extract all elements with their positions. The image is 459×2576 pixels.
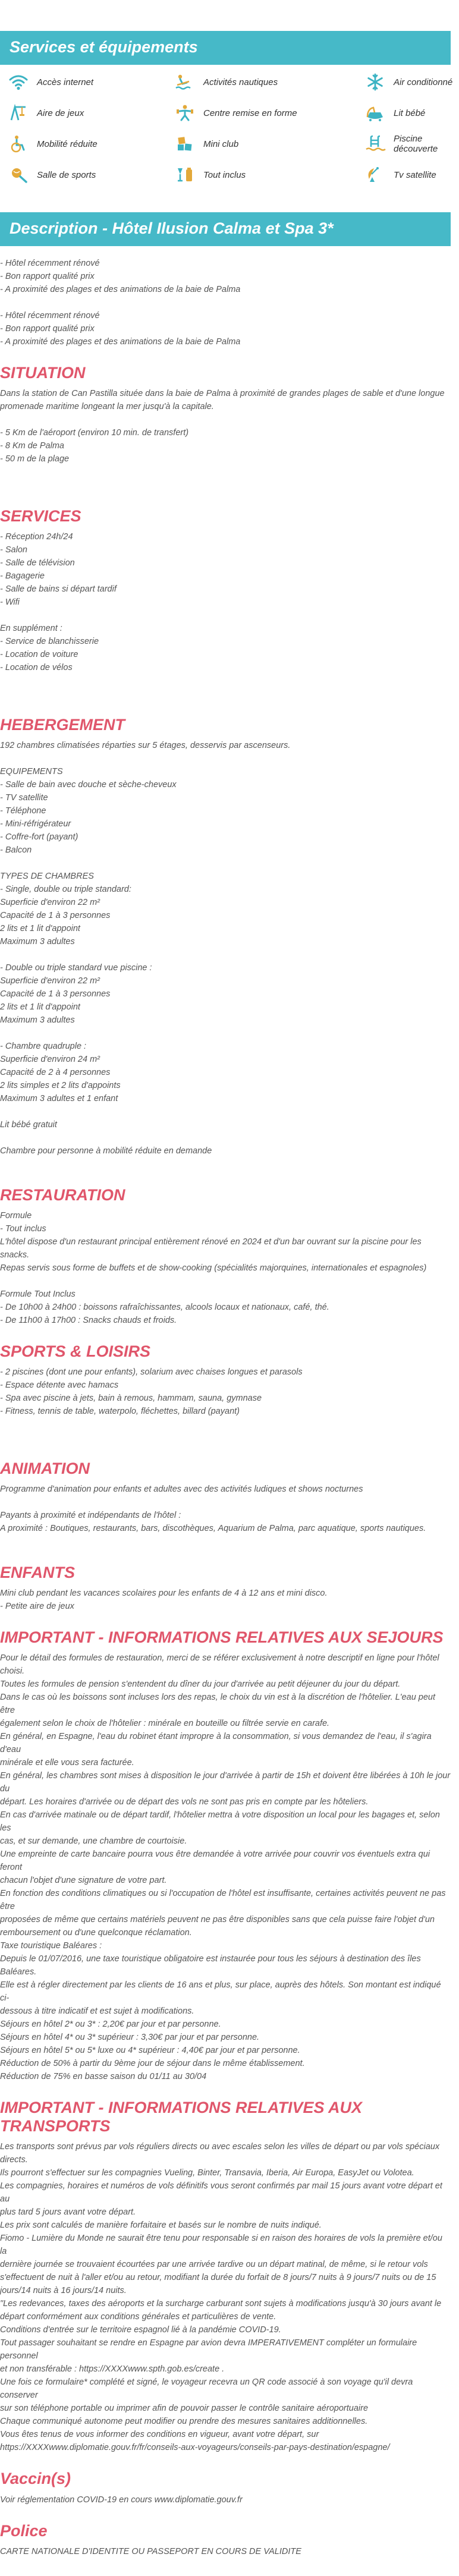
intro-line: - Bon rapport qualité prix xyxy=(0,272,95,281)
section-line: - Bagagerie xyxy=(0,571,45,581)
section-line: dernière journée se trouvaient écourtées par une arrivée tardive ou un départ matinal, de même, si le retour vols xyxy=(0,2260,428,2270)
section-line: également selon le choix de l'hôtelier : minérale en bouteille ou filtrée servie en carafe. xyxy=(0,1719,330,1729)
section-line: CARTE NATIONALE D'IDENTITE OU PASSEPORT EN COURS DE VALIDITE xyxy=(0,2546,301,2556)
section-situation xyxy=(0,364,451,492)
section-line: Les prix sont calculés de manière forfaitaire et basés sur le nombre de nuits indiqué. xyxy=(0,2220,322,2231)
wifi-icon xyxy=(8,73,29,91)
amenity-label: Tv satellite xyxy=(394,169,436,180)
section-line: Depuis le 01/07/2016, une taxe touristique obligatoire est instaurée pour tous les séjours à destination des îles Baléares. xyxy=(0,1954,423,1977)
section-line: Ils pourront s'effectuer sur les compagnies Vueling, Binter, Transavia, Iberia, Air Europa, EasyJet ou Volotea. xyxy=(0,2168,414,2178)
section-services xyxy=(0,507,451,700)
section-line: - Wifi xyxy=(0,597,20,608)
section-line: Les compagnies, horaires et numéros de vols définitifs vous seront confirmés par mail 15 jours avant votre départ et au xyxy=(0,2181,445,2204)
section-line: - Double ou triple standard vue piscine : xyxy=(0,963,152,973)
section-line xyxy=(0,674,451,687)
section-body xyxy=(0,2493,451,2506)
section-line: chacun l'objet d'une signature de votre part. xyxy=(0,1876,167,1886)
section-line: Chaque communiqué autonome peut modifier ou prendre des mesures sanitaires additionnelles. xyxy=(0,2417,368,2427)
amenity-label: Air conditionné xyxy=(394,77,453,87)
section-line: Repas servis sous forme de buffets et de show-cooking (spécialités majorquines, internationales et espagnoles) xyxy=(0,1263,427,1273)
section-body xyxy=(0,2545,451,2558)
section-line: - Espace détente avec hamacs xyxy=(0,1380,119,1391)
section-line: Toutes les formules de pension s'entendent du dîner du jour d'arrivée au petit déjeuner du jour du départ. xyxy=(0,1679,401,1690)
section-line: Une empreinte de carte bancaire pourra vous être demandée à votre arrivée pour couvrir vos éventuels extra qui feront xyxy=(0,1850,433,1873)
section-important-informations-relatives-aux-transports xyxy=(0,2099,451,2454)
amenity-label: Mobilité réduite xyxy=(37,139,98,149)
all-inclusive-icon xyxy=(175,166,195,184)
section-line: Fiomo - Lumière du Monde ne saurait être tenu pour responsable si en raison des horaires de vols la première et/ou la xyxy=(0,2234,445,2257)
section-body xyxy=(0,1366,451,1444)
mini-club-icon xyxy=(175,135,195,153)
page xyxy=(0,31,451,2576)
section-title: IMPORTANT - INFORMATIONS RELATIVES AUX TRANSPORTS xyxy=(0,2099,362,2135)
section-body xyxy=(0,1209,451,1327)
section-line: A proximité : Boutiques, restaurants, bars, discothèques, Aquarium de Palma, parc aquatique, sports nautiques. xyxy=(0,1524,426,1534)
section-line: Mini club pendant les vacances scolaires pour les enfants de 4 à 12 ans et mini disco. xyxy=(0,1589,328,1599)
satellite-tv-icon xyxy=(365,166,385,184)
section-line: plus tard 5 jours avant votre départ. xyxy=(0,2207,136,2218)
section-line: En fonction des conditions climatiques ou si l'occupation de l'hôtel est insuffisante, certaines activités peuvent ne pas être xyxy=(0,1889,448,1912)
section-line: "Les redevances, taxes des aéroports et la surcharge carburant sont sujets à modifications jusqu'à 30 jours avant le xyxy=(0,2299,442,2309)
amenity-baby-cot xyxy=(365,104,459,122)
amenity-pool xyxy=(365,135,459,153)
section-line: Les transports sont prévus par vols réguliers directs ou avec escales selon les villes de départ ou par vols spéciaux xyxy=(0,2142,440,2152)
nautical-activities-icon xyxy=(175,73,195,91)
section-line: En général, les chambres sont mises à disposition le jour d'arrivée à partir de 15h et doivent être libérées à 10h le jour du xyxy=(0,1771,453,1794)
section-title: Vaccin(s) xyxy=(0,2470,71,2488)
section-line: Dans le cas où les boissons sont incluses lors des repas, le choix du vin est à la discrétion de l'hôtelier. L'eau peut être xyxy=(0,1693,438,1716)
section-line xyxy=(0,1158,451,1171)
section-line: Séjours en hôtel 2* ou 3* : 2,20€ par jour et par personne. xyxy=(0,2020,221,2030)
section-line: Capacité de 1 à 3 personnes xyxy=(0,911,111,921)
section-title: SERVICES xyxy=(0,507,81,526)
section-line: Vous êtes tenus de vous informer des conditions en vigueur, avant votre départ, sur xyxy=(0,2430,319,2440)
section-line xyxy=(0,752,451,765)
section-important-informations-relatives-aux-sejours xyxy=(0,1628,451,2083)
section-body xyxy=(0,1652,451,2083)
section-line xyxy=(0,1105,451,1118)
section-line xyxy=(0,1275,451,1288)
section-title: SITUATION xyxy=(0,364,86,382)
amenity-label: Centre remise en forme xyxy=(203,108,297,118)
pool-icon xyxy=(365,135,385,153)
section-line: - Coffre-fort (payant) xyxy=(0,832,78,842)
section-line: 2 lits et 1 lit d'appoint xyxy=(0,1002,80,1012)
section-line: promenade maritime longeant la mer jusqu'à la capitale. xyxy=(0,402,214,412)
section-line: - Salle de bains si départ tardif xyxy=(0,584,117,595)
section-body xyxy=(0,387,451,492)
section-line: Programme d'animation pour enfants et adultes avec des activités ludiques et shows nocturnes xyxy=(0,1484,363,1495)
amenity-label: Piscine découverte xyxy=(394,134,438,154)
section-line: En général, en Espagne, l'eau du robinet étant impropre à la consommation, si vous demandez de l'eau, il s'agira d'eau xyxy=(0,1732,434,1755)
section-line xyxy=(0,1418,451,1431)
section-line: 192 chambres climatisées réparties sur 5 étages, desservis par ascenseurs. xyxy=(0,741,291,751)
section-line: - Tout inclus xyxy=(0,1224,46,1234)
section-line: - Location de voiture xyxy=(0,650,78,660)
fitness-icon xyxy=(175,104,195,122)
section-line xyxy=(0,1131,451,1144)
section-line: Lit bébé gratuit xyxy=(0,1120,57,1130)
section-line: Capacité de 2 à 4 personnes xyxy=(0,1068,111,1078)
sections-container xyxy=(0,364,451,2558)
amenity-label: Aire de jeux xyxy=(37,108,84,118)
section-line xyxy=(0,1027,451,1040)
air-conditioning-icon xyxy=(365,73,385,91)
section-line: - 2 piscines (dont une pour enfants), solarium avec chaises longues et parasols xyxy=(0,1367,303,1377)
section-line: Payants à proximité et indépendants de l'hôtel : xyxy=(0,1511,181,1521)
wheelchair-icon xyxy=(8,135,29,153)
section-line: s'effectuent de nuit à l'aller et/ou au retour, modifiant la durée du forfait de 8 jours/7 nuits à 9 jours/7 nuits ou de 15 xyxy=(0,2273,436,2283)
section-line: - 50 m de la plage xyxy=(0,454,70,464)
section-line: - Balcon xyxy=(0,845,32,855)
section-line xyxy=(0,948,451,961)
section-title: IMPORTANT - INFORMATIONS RELATIVES AUX SEJOURS xyxy=(0,1628,444,1647)
section-line: Formule xyxy=(0,1211,32,1221)
section-line: choisi. xyxy=(0,1666,25,1677)
section-line: remboursement ou d'une quelconque réclamation. xyxy=(0,1928,192,1938)
section-line: - De 11h00 à 17h00 : Snacks chauds et froids. xyxy=(0,1316,177,1326)
section-body xyxy=(0,2140,451,2454)
section-line xyxy=(0,857,451,870)
amenities-grid xyxy=(0,65,451,190)
description-banner: Description - Hôtel Ilusion Calma et Spa 3* xyxy=(0,212,451,246)
section-line: Taxe touristique Baléares : xyxy=(0,1941,102,1951)
amenity-gym xyxy=(8,166,175,184)
intro-line: - A proximité des plages et des animations de la baie de Palma xyxy=(0,285,241,294)
amenity-label: Lit bébé xyxy=(394,108,426,118)
amenity-wheelchair xyxy=(8,135,175,153)
section-title: HEBERGEMENT xyxy=(0,716,125,734)
section-line xyxy=(0,1496,451,1509)
section-line: - 5 Km de l'aéroport (environ 10 min. de transfert) xyxy=(0,428,189,438)
section-line: proposées de même que certains matériels peuvent ne pas être disponibles sans que cela puisse faire l'objet d'un xyxy=(0,1915,435,1925)
section-line: dessous à titre indicatif et est sujet à modifications. xyxy=(0,2006,194,2017)
services-banner: Services et équipements xyxy=(0,31,451,65)
section-title: SPORTS & LOISIRS xyxy=(0,1342,151,1361)
section-line: - Fitness, tennis de table, waterpolo, fléchettes, billard (payant) xyxy=(0,1407,240,1417)
section-line: cas, et sur demande, une chambre de courtoisie. xyxy=(0,1836,187,1847)
playground-icon xyxy=(8,104,29,122)
section-title: ANIMATION xyxy=(0,1460,90,1478)
section-line: Chambre pour personne à mobilité réduite en demande xyxy=(0,1146,212,1156)
section-police xyxy=(0,2522,451,2558)
section-vaccin-s xyxy=(0,2470,451,2506)
intro-line xyxy=(0,296,451,309)
section-line: - De 10h00 à 24h00 : boissons rafraîchissantes, alcools locaux et nationaux, café, thé. xyxy=(0,1303,329,1313)
amenity-aircon xyxy=(365,73,459,91)
section-line: https://XXXXwww.diplomatie.gouv.fr/fr/conseils-aux-voyageurs/conseils-par-pays-destination/espagne/ xyxy=(0,2443,390,2453)
section-title: ENFANTS xyxy=(0,1564,76,1582)
section-body xyxy=(0,1587,451,1613)
section-line: Maximum 3 adultes xyxy=(0,937,75,947)
section-line: Elle est à régler directement par les clients de 16 ans et plus, sur place, auprès des hôtels. Son montant est indiqué ci- xyxy=(0,1980,444,2003)
section-line: 2 lits et 1 lit d'appoint xyxy=(0,924,80,934)
section-line: - Réception 24h/24 xyxy=(0,532,73,542)
section-line: minérale et elle vous sera facturée. xyxy=(0,1758,134,1768)
amenity-fitness xyxy=(175,104,365,122)
section-line: départ conformément aux conditions générales et particulières de vente. xyxy=(0,2312,276,2322)
section-line: - Chambre quadruple : xyxy=(0,1042,87,1052)
section-body xyxy=(0,530,451,700)
section-line: Une fois ce formulaire* complété et signé, le voyageur recevra un QR code associé à son voyage qu'il devra conserver xyxy=(0,2377,416,2401)
amenity-satellite-tv xyxy=(365,166,459,184)
section-line: - 8 Km de Palma xyxy=(0,441,64,451)
section-line: Séjours en hôtel 4* ou 3* supérieur : 3,30€ par jour et par personne. xyxy=(0,2033,260,2043)
amenity-label: Activités nautiques xyxy=(203,77,278,87)
section-line xyxy=(0,687,451,700)
section-line xyxy=(0,413,451,426)
section-line: - Téléphone xyxy=(0,806,46,816)
section-line: Pour le détail des formules de restauration, merci de se référer exclusivement à notre descriptif en ligne pour l'hôtel xyxy=(0,1653,439,1663)
section-line: Maximum 3 adultes et 1 enfant xyxy=(0,1094,118,1104)
section-line: départ. Les horaires d'arrivée ou de départ des vols ne sont pas pris en compte par les hôteliers. xyxy=(0,1797,369,1807)
section-line: Formule Tout Inclus xyxy=(0,1289,76,1300)
section-line: EQUIPEMENTS xyxy=(0,767,63,777)
section-line: et non transférable : https://XXXXwww.spth.gob.es/create . xyxy=(0,2364,225,2374)
section-line: - Location de vélos xyxy=(0,663,73,673)
section-line: En cas d'arrivée matinale ou de départ tardif, l'hôtelier mettra à votre disposition un local pour les bagages et, selon les xyxy=(0,1810,442,1833)
section-line: 2 lits simples et 2 lits d'appoints xyxy=(0,1081,121,1091)
section-hebergement xyxy=(0,716,451,1171)
section-title: RESTAURATION xyxy=(0,1186,125,1204)
section-line: Superficie d'environ 24 m² xyxy=(0,1055,100,1065)
amenity-nautical xyxy=(175,73,365,91)
section-line: Tout passager souhaitant se rendre en Espagne par avion devra IMPERATIVEMENT compléter un formulaire personnel xyxy=(0,2338,420,2361)
section-sports-loisirs xyxy=(0,1342,451,1444)
section-line xyxy=(0,609,451,622)
section-line: Superficie d'environ 22 m² xyxy=(0,976,100,986)
amenity-mini-club xyxy=(175,135,365,153)
section-line: - Salon xyxy=(0,545,27,555)
section-line: - TV satellite xyxy=(0,793,48,803)
section-line: - Spa avec piscine à jets, bain à remous, hammam, sauna, gymnase xyxy=(0,1394,262,1404)
section-line xyxy=(0,479,451,492)
section-line: - Salle de bain avec douche et sèche-cheveux xyxy=(0,780,177,790)
amenity-playground xyxy=(8,104,175,122)
section-line: - Mini-réfrigérateur xyxy=(0,819,71,829)
section-line: Superficie d'environ 22 m² xyxy=(0,898,100,908)
section-line: directs. xyxy=(0,2155,28,2165)
section-line: sur son téléphone portable ou imprimer afin de pouvoir passer le contrôle sanitaire aéroportuaire xyxy=(0,2404,369,2414)
section-line: Réduction de 50% à partir du 9ème jour de séjour dans le même établissement. xyxy=(0,2059,305,2069)
section-line: - Salle de télévision xyxy=(0,558,75,568)
section-title: Police xyxy=(0,2521,48,2540)
section-body xyxy=(0,1483,451,1548)
section-line: Séjours en hôtel 5* ou 5* luxe ou 4* supérieur : 4,40€ par jour et par personne. xyxy=(0,2046,300,2056)
amenity-internet xyxy=(8,73,175,91)
section-body xyxy=(0,739,451,1171)
section-enfants xyxy=(0,1564,451,1613)
intro-line: - Bon rapport qualité prix xyxy=(0,324,95,334)
intro-line: - Hôtel récemment rénové xyxy=(0,259,100,268)
section-line xyxy=(0,465,451,479)
gym-icon xyxy=(8,166,29,184)
section-line: Voir réglementation COVID-19 en cours www.diplomatie.gouv.fr xyxy=(0,2495,243,2505)
section-line: Maximum 3 adultes xyxy=(0,1015,75,1026)
section-line: Capacité de 1 à 3 personnes xyxy=(0,989,111,999)
amenity-label: Salle de sports xyxy=(37,169,96,180)
section-line xyxy=(0,1431,451,1444)
section-line: Réduction de 75% en basse saison du 01/11 au 30/04 xyxy=(0,2072,207,2082)
section-restauration xyxy=(0,1186,451,1327)
section-line: En supplément : xyxy=(0,624,62,634)
section-animation xyxy=(0,1460,451,1548)
section-line: Conditions d'entrée sur le territoire espagnol lié à la pandémie COVID-19. xyxy=(0,2325,281,2335)
intro-list xyxy=(0,257,451,348)
amenity-label: Tout inclus xyxy=(203,169,246,180)
section-line: TYPES DE CHAMBRES xyxy=(0,872,94,882)
section-line: - Service de blanchisserie xyxy=(0,637,99,647)
amenity-label: Accès internet xyxy=(37,77,94,87)
section-line xyxy=(0,1535,451,1548)
section-line: L'hôtel dispose d'un restaurant principal entièrement rénové en 2024 et d'un bar ouvrant sur la piscine pour les snacks. xyxy=(0,1237,424,1260)
baby-cot-icon xyxy=(365,104,385,122)
intro-line: - Hôtel récemment rénové xyxy=(0,311,100,320)
amenity-all-inclusive xyxy=(175,166,365,184)
section-line: - Single, double ou triple standard: xyxy=(0,885,131,895)
amenity-label: Mini club xyxy=(203,139,239,149)
intro-line: - A proximité des plages et des animations de la baie de Palma xyxy=(0,337,241,347)
section-line: - Petite aire de jeux xyxy=(0,1602,74,1612)
section-line: Dans la station de Can Pastilla située dans la baie de Palma à proximité de grandes plages de sable et d'une longue xyxy=(0,389,445,399)
section-line: jours/14 nuits à 16 jours/14 nuits. xyxy=(0,2286,127,2296)
